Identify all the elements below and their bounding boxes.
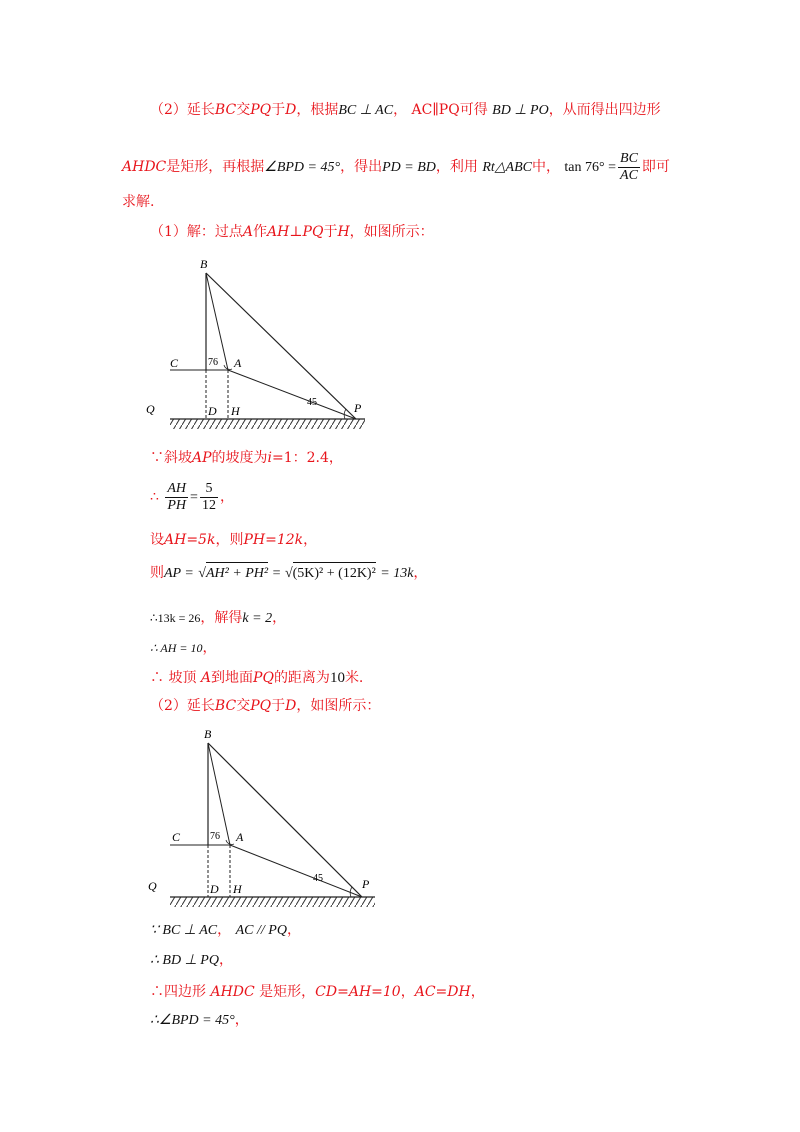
text: （2）延长 (150, 102, 215, 118)
text: ， (219, 489, 234, 505)
text: ，利用 (435, 159, 478, 175)
text: ， (413, 565, 428, 581)
fraction (618, 151, 640, 184)
text: 求解. (122, 194, 155, 210)
p2-line-4 (150, 1010, 249, 1031)
segment-ba (206, 273, 228, 370)
fraction (165, 481, 188, 514)
text: ∴ 坡顶 (150, 670, 197, 686)
math: BC ⊥ AC (338, 103, 394, 118)
text: 于 (323, 224, 338, 240)
label-q: Q (146, 402, 155, 416)
text: ， (272, 610, 287, 626)
math: ∴∠BPD = 45° (150, 1013, 235, 1028)
label-d: D (208, 404, 217, 418)
text: AH⊥PQ (267, 224, 324, 240)
math: ∴ AH = 10 (150, 641, 203, 655)
text: A (242, 224, 254, 240)
label-c: C (172, 830, 181, 844)
text: 即可 (641, 159, 670, 175)
text: 的坡度为 (211, 450, 268, 466)
p2-line-1 (150, 920, 301, 941)
math: AP = (164, 566, 194, 581)
text: AC∥PQ (411, 102, 460, 118)
label-a: A (234, 356, 242, 370)
text: 则 (150, 565, 164, 581)
label-h: H (233, 882, 242, 896)
math: 10 (329, 670, 345, 686)
text: AH=5k (164, 532, 216, 548)
math: = 13k (380, 566, 414, 581)
text: ， (470, 984, 485, 1000)
text: ∵斜坡 (150, 450, 192, 466)
label-p: P (354, 401, 362, 415)
math: ∠BPD = 45° (264, 160, 341, 175)
p1-let (150, 530, 317, 550)
text: （1）解：过点 (150, 224, 243, 240)
text: H (337, 224, 350, 240)
analysis-line-2 (122, 150, 670, 185)
label-b: B (200, 257, 208, 271)
text: ， (303, 532, 318, 548)
text: AH (167, 480, 187, 496)
math: k = 2 (242, 611, 273, 626)
p1-because (150, 448, 343, 468)
text: PQ (253, 670, 274, 686)
label-c: C (170, 356, 179, 370)
text: AHDC (122, 159, 167, 175)
text: ， (400, 984, 415, 1000)
angle-arc-a (224, 365, 232, 369)
ground-hatch (170, 419, 365, 429)
text: 5 (200, 481, 218, 498)
text: ，从而得出四边形 (548, 102, 661, 118)
text: BC (214, 102, 237, 118)
math: = (272, 566, 281, 581)
label-b: B (204, 727, 212, 741)
text: 米. (344, 670, 364, 686)
text: AC (620, 167, 638, 183)
math: ∴ BD ⊥ PQ (150, 953, 219, 968)
text: ∴四边形 (150, 984, 206, 1000)
p1-ap-formula: 则AP = √AH² + PH² = √(5K)² + (12K)² = 13k， (150, 562, 427, 584)
label-angle-45: 45 (307, 397, 317, 408)
text: A (200, 670, 212, 686)
label-p: P (362, 877, 370, 891)
segment-ba (208, 743, 230, 845)
math: AH² + PH² (206, 562, 268, 584)
geometry-figure-2 (140, 725, 380, 915)
math: = (190, 490, 198, 505)
text: 交 (236, 102, 251, 118)
text: AHDC (210, 984, 255, 1000)
text: CD=AH=10 (315, 984, 401, 1000)
text: ，根据 (296, 102, 339, 118)
math: AC // PQ (235, 923, 287, 938)
text: BC (214, 698, 237, 714)
text: 可得 (459, 102, 488, 118)
text: 的距离为 (273, 670, 330, 686)
text: ， (234, 1012, 249, 1028)
text: PQ (250, 102, 272, 118)
angle-arc-a (226, 840, 234, 844)
label-h: H (231, 404, 240, 418)
math: BD ⊥ PO (492, 103, 549, 118)
geometry-figure-1 (140, 255, 380, 435)
math: tan 76° = (564, 160, 617, 175)
text: ，如图所示： (296, 698, 381, 714)
text: ，如图所示： (349, 224, 434, 240)
text: PH (167, 497, 187, 513)
p2-line-2 (150, 950, 233, 971)
p1-k13 (150, 608, 286, 629)
text: 到地面 (211, 670, 254, 686)
text: 交 (236, 698, 251, 714)
text: （2）延长 (150, 698, 215, 714)
math: Rt△ABC (482, 160, 532, 175)
math: PD = BD (382, 160, 436, 175)
ground-hatch (170, 897, 375, 907)
segment-bp (208, 743, 362, 897)
text: ， (218, 952, 233, 968)
label-angle-76: 76 (208, 357, 218, 368)
label-angle-45: 45 (313, 873, 323, 884)
text: 中， (531, 159, 560, 175)
text: BC (620, 150, 638, 166)
math: ∵ BC ⊥ AC (150, 923, 218, 938)
text: PH=12k (243, 532, 304, 548)
part1-intro (150, 222, 434, 242)
text: ，得出 (340, 159, 383, 175)
text: PQ (250, 698, 272, 714)
text: 设 (150, 532, 164, 548)
text: 于 (271, 102, 286, 118)
text: ，解得 (200, 610, 243, 626)
label-angle-76: 76 (210, 831, 220, 842)
label-a: A (236, 830, 244, 844)
text: D (285, 698, 297, 714)
text: 于 (271, 698, 286, 714)
text: ， (393, 102, 408, 118)
text: ， (217, 922, 232, 938)
p2-line-3 (150, 982, 485, 1002)
text: ， (286, 922, 301, 938)
math: (5K)² + (12K)² (293, 562, 376, 584)
text: 是矩形，再根据 (166, 159, 265, 175)
angle-arc-p (350, 887, 352, 897)
p1-ah10 (150, 638, 217, 658)
text: ，则 (215, 532, 244, 548)
text: AC=DH (414, 984, 471, 1000)
analysis-line-3 (122, 192, 154, 212)
p1-ratio (150, 480, 234, 515)
angle-arc-p (344, 409, 346, 419)
math: ∴13k = 26 (150, 611, 201, 625)
label-q: Q (148, 879, 157, 893)
analysis-line-1 (150, 100, 661, 121)
text: 作 (253, 224, 268, 240)
part2-intro (150, 696, 380, 716)
label-d: D (210, 882, 219, 896)
segment-ap (230, 845, 362, 897)
text: D (285, 102, 297, 118)
text: i (267, 450, 273, 466)
text: 12 (201, 497, 216, 513)
text: ∴ (150, 489, 159, 505)
segment-ap (228, 370, 356, 419)
fraction (200, 481, 218, 514)
text: AP (192, 450, 212, 466)
text: 是矩形， (259, 984, 316, 1000)
p1-conclusion (150, 668, 363, 688)
text: ， (202, 640, 217, 656)
text: =1：2.4， (272, 450, 343, 466)
